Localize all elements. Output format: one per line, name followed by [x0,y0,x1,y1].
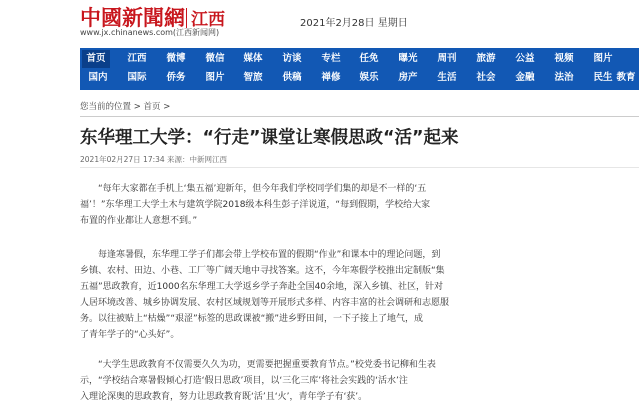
logo-region[interactable]: 江西 [191,10,225,30]
nav-item[interactable]: 教育 [616,72,636,83]
paragraph-line: 每逢寒暑假，东华理工学子们都会带上学校布置的假期“作业”和课本中的理论问题，到 [98,250,441,260]
nav-item[interactable]: 访谈 [282,53,302,64]
nav-item[interactable]: 图片 [205,72,225,83]
nav-item[interactable]: 房产 [398,72,418,83]
paragraph-line: 入理论深奥的思政教育，努力让思政教育既‘活’且‘火’，青年学子有‘获’。 [80,392,368,402]
nav-item[interactable]: 公益 [515,53,535,64]
nav-item[interactable]: 生活 [437,72,457,83]
article-paragraph [80,357,610,405]
site-url: www.jx.chinanews.com(江西新闻网) [80,28,220,37]
nav-item[interactable]: 金融 [515,72,535,83]
nav-item[interactable]: 首页 [82,50,110,68]
nav-item[interactable]: 供稿 [282,72,302,83]
nav-item[interactable]: 任免 [359,53,379,64]
paragraph-line: “大学生思政教育不仅需要久久为功，更需要把握重要教育节点。”校党委书记柳和生表 [98,360,436,370]
nav-item[interactable]: 娱乐 [359,72,379,83]
main-nav [80,48,639,90]
paragraph-line: 福’！”东华理工大学土木与建筑学院2018级本科生彭子洋说道，“每到假期，学校给大家 [80,200,431,210]
site-logo[interactable]: 中國新聞網 [80,5,185,30]
divider [80,167,639,168]
nav-item[interactable]: 专栏 [321,53,341,64]
nav-item[interactable]: 周刊 [437,53,457,64]
nav-item[interactable]: 法治 [554,72,574,83]
divider [80,116,639,117]
breadcrumb[interactable]: 您当前的位置 > 首页 > [80,102,171,112]
article-meta: 2021年02月27日 17:34 来源：中新网江西 [80,155,228,164]
paragraph-line: 务。以往被贴上“枯燥”“艰涩”标签的思政课被“搬”进乡野田间，一下子接上了地气，成 [80,314,423,324]
logo-divider [186,8,187,28]
nav-item[interactable]: 微博 [166,53,186,64]
paragraph-line: 示，“学校结合寒暑假倾心打造‘假日思政’项目，以‘三化三库’将社会实践的‘活水’注 [80,376,408,386]
nav-row-1 [80,50,639,70]
nav-item[interactable]: 江西 [127,53,147,64]
nav-item[interactable]: 民生 [593,72,613,83]
paragraph-line: 布置的作业都让人意想不到。” [80,216,198,226]
nav-item[interactable]: 曝光 [398,53,418,64]
nav-row-2 [80,69,639,89]
article-paragraph [80,181,610,229]
nav-item[interactable]: 旅游 [476,53,496,64]
nav-item[interactable]: 媒体 [243,53,263,64]
paragraph-line: 了青年学子的“心头好”。 [80,330,180,340]
article-paragraph [80,247,610,343]
nav-item[interactable]: 社会 [476,72,496,83]
nav-item[interactable]: 图片 [593,53,613,64]
paragraph-line: 五福”思政教育，近1000名东华理工大学返乡学子奔赴全国40余地，深入乡镇、社区，针对 [80,282,444,292]
nav-item[interactable]: 禅修 [321,72,341,83]
site-header [0,0,639,48]
paragraph-line: “每年大家都在手机上‘集五福’迎新年，但今年我们学校同学们集的却是不一样的‘五 [98,184,427,194]
nav-item[interactable]: 智旅 [243,72,263,83]
article-title: 东华理工大学：“行走”课堂让寒假思政“活”起来 [80,128,459,148]
nav-item[interactable]: 视频 [554,53,574,64]
current-date: 2021年2月28日 星期日 [300,18,408,29]
nav-item[interactable]: 国内 [88,72,108,83]
paragraph-line: 人居环境改善、城乡协调发展、农村区域规划等开展形式多样、内容丰富的社会调研和志愿服 [80,298,450,308]
nav-item[interactable]: 国际 [127,72,147,83]
nav-item[interactable]: 微信 [205,53,225,64]
nav-item[interactable]: 侨务 [166,72,186,83]
paragraph-line: 乡镇、农村、田边、小巷、工厂等广阔天地中寻找答案。这不，今年寒假学校推出定制版“集 [80,266,445,276]
